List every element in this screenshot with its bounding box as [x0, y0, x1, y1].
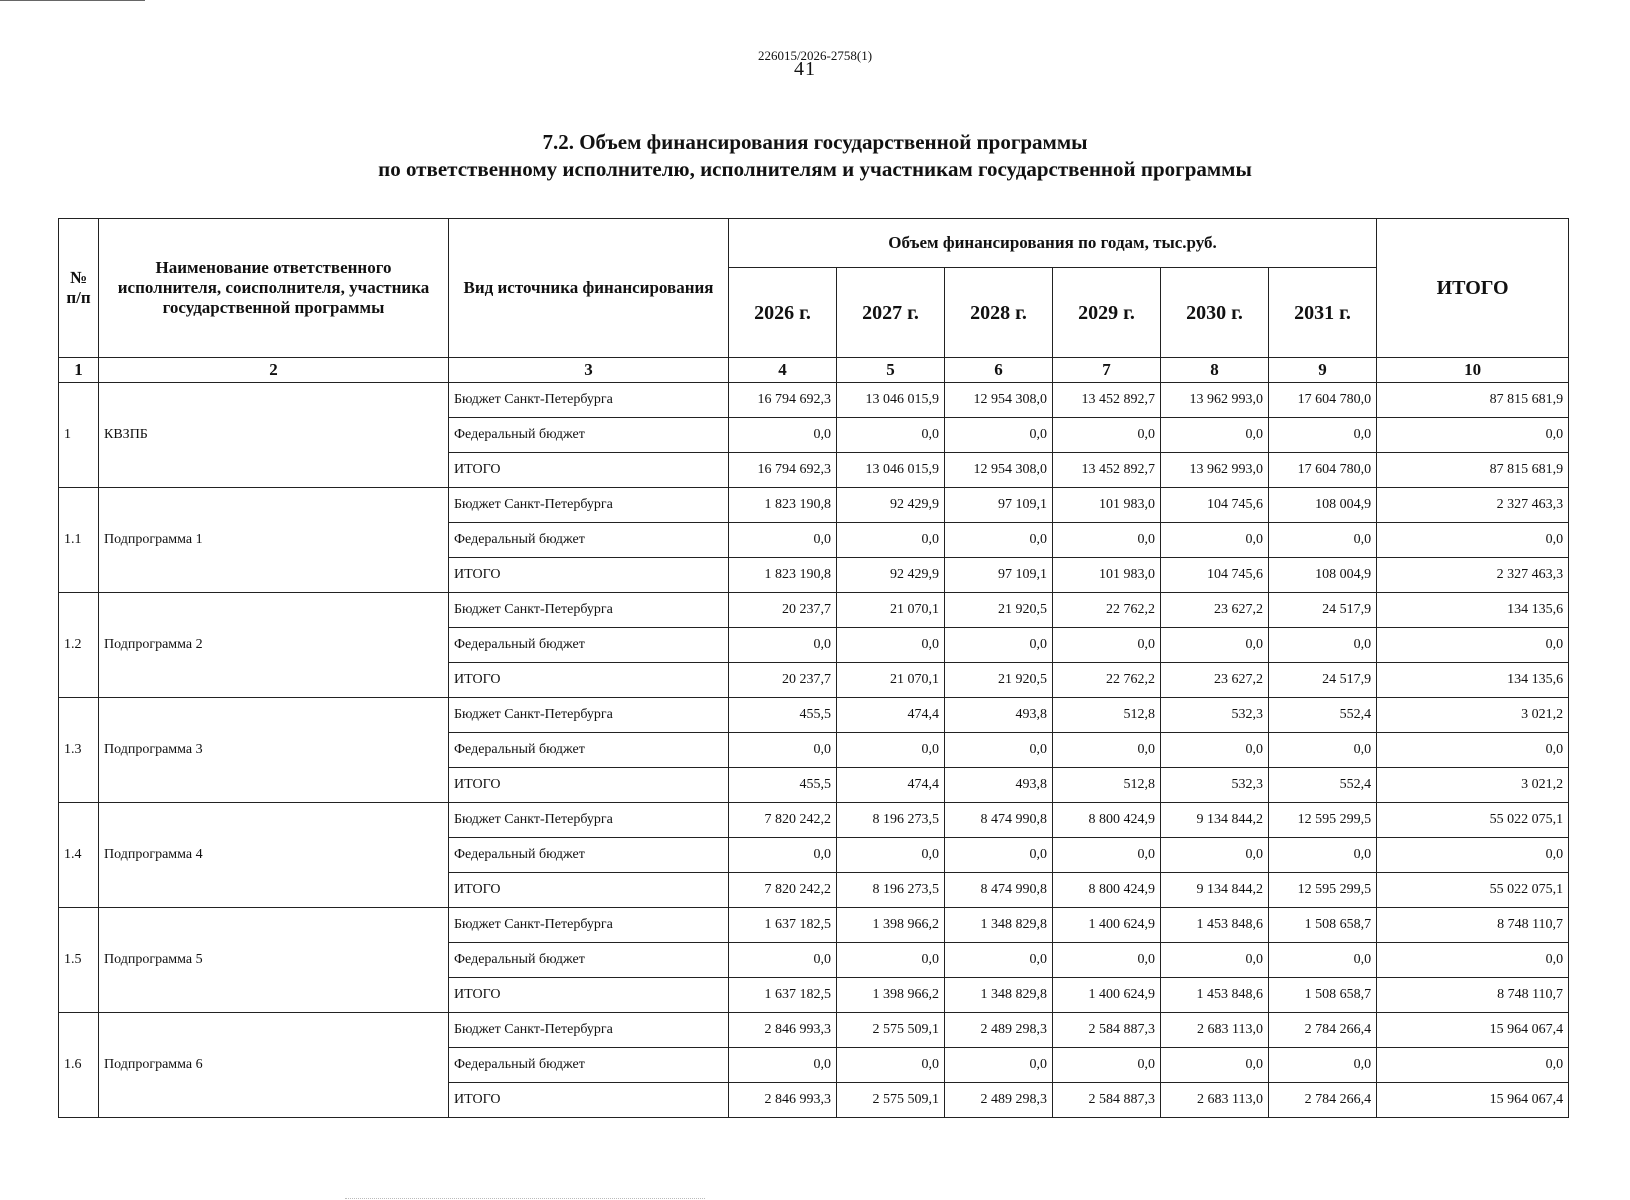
funding-source: Федеральный бюджет	[449, 628, 729, 663]
year-value: 493,8	[945, 768, 1053, 803]
year-value: 0,0	[837, 418, 945, 453]
row-total: 55 022 075,1	[1377, 803, 1569, 838]
funding-source: Федеральный бюджет	[449, 943, 729, 978]
column-number-row	[59, 358, 1569, 383]
year-value: 24 517,9	[1269, 663, 1377, 698]
executor-name: Подпрограмма 3	[99, 698, 449, 803]
table-row	[59, 383, 1569, 418]
year-value: 13 962 993,0	[1161, 383, 1269, 418]
year-value: 0,0	[1161, 733, 1269, 768]
year-value: 0,0	[1269, 733, 1377, 768]
row-total: 3 021,2	[1377, 768, 1569, 803]
column-number: 5	[837, 358, 945, 383]
year-value: 0,0	[1269, 628, 1377, 663]
column-number: 1	[59, 358, 99, 383]
row-total: 134 135,6	[1377, 663, 1569, 698]
row-total: 15 964 067,4	[1377, 1083, 1569, 1118]
year-value: 0,0	[1161, 838, 1269, 873]
row-total: 0,0	[1377, 943, 1569, 978]
year-value: 0,0	[1269, 943, 1377, 978]
year-value: 0,0	[837, 943, 945, 978]
year-value: 0,0	[945, 838, 1053, 873]
year-value: 0,0	[1269, 418, 1377, 453]
funding-source: ИТОГО	[449, 453, 729, 488]
header-year: 2031 г.	[1269, 268, 1377, 358]
row-total: 0,0	[1377, 418, 1569, 453]
row-total: 15 964 067,4	[1377, 1013, 1569, 1048]
funding-source: Бюджет Санкт-Петербурга	[449, 803, 729, 838]
year-value: 0,0	[729, 418, 837, 453]
year-value: 0,0	[1269, 523, 1377, 558]
year-value: 13 452 892,7	[1053, 383, 1161, 418]
year-value: 1 453 848,6	[1161, 908, 1269, 943]
scan-artifact	[345, 1198, 705, 1199]
funding-source: Бюджет Санкт-Петербурга	[449, 908, 729, 943]
column-number: 10	[1377, 358, 1569, 383]
year-value: 8 800 424,9	[1053, 873, 1161, 908]
row-total: 8 748 110,7	[1377, 908, 1569, 943]
year-value: 1 508 658,7	[1269, 978, 1377, 1013]
year-value: 2 784 266,4	[1269, 1083, 1377, 1118]
funding-source: ИТОГО	[449, 1083, 729, 1118]
year-value: 9 134 844,2	[1161, 803, 1269, 838]
header-year: 2029 г.	[1053, 268, 1161, 358]
funding-source: Бюджет Санкт-Петербурга	[449, 383, 729, 418]
funding-source: ИТОГО	[449, 558, 729, 593]
header-col-source: Вид источника финансирования	[449, 219, 729, 358]
row-total: 2 327 463,3	[1377, 558, 1569, 593]
year-value: 21 070,1	[837, 593, 945, 628]
table-row	[59, 908, 1569, 943]
year-value: 2 784 266,4	[1269, 1013, 1377, 1048]
year-value: 8 800 424,9	[1053, 803, 1161, 838]
year-value: 17 604 780,0	[1269, 453, 1377, 488]
year-value: 1 637 182,5	[729, 908, 837, 943]
year-value: 2 575 509,1	[837, 1013, 945, 1048]
year-value: 2 489 298,3	[945, 1013, 1053, 1048]
year-value: 1 398 966,2	[837, 978, 945, 1013]
year-value: 8 196 273,5	[837, 803, 945, 838]
year-value: 23 627,2	[1161, 663, 1269, 698]
funding-source: ИТОГО	[449, 663, 729, 698]
header-col-total: ИТОГО	[1377, 219, 1569, 358]
year-value: 16 794 692,3	[729, 453, 837, 488]
year-value: 13 046 015,9	[837, 383, 945, 418]
year-value: 2 575 509,1	[837, 1083, 945, 1118]
row-number: 1.4	[59, 803, 99, 908]
row-total: 134 135,6	[1377, 593, 1569, 628]
column-number: 7	[1053, 358, 1161, 383]
year-value: 7 820 242,2	[729, 873, 837, 908]
year-value: 0,0	[1161, 943, 1269, 978]
column-number: 2	[99, 358, 449, 383]
year-value: 108 004,9	[1269, 488, 1377, 523]
row-total: 0,0	[1377, 733, 1569, 768]
year-value: 2 683 113,0	[1161, 1013, 1269, 1048]
year-value: 0,0	[1053, 1048, 1161, 1083]
year-value: 20 237,7	[729, 593, 837, 628]
year-value: 0,0	[1269, 838, 1377, 873]
header-col-name: Наименование ответственного исполнителя, соисполнителя, участника государственной программы	[99, 219, 449, 358]
funding-source: Бюджет Санкт-Петербурга	[449, 593, 729, 628]
header-col-no: № п/п	[59, 219, 99, 358]
year-value: 12 954 308,0	[945, 453, 1053, 488]
year-value: 1 453 848,6	[1161, 978, 1269, 1013]
year-value: 1 508 658,7	[1269, 908, 1377, 943]
column-number: 3	[449, 358, 729, 383]
funding-source: Федеральный бюджет	[449, 523, 729, 558]
page-number	[0, 58, 1630, 81]
row-total: 0,0	[1377, 523, 1569, 558]
year-value: 8 196 273,5	[837, 873, 945, 908]
table-row	[59, 593, 1569, 628]
year-value: 12 595 299,5	[1269, 873, 1377, 908]
year-value: 0,0	[729, 733, 837, 768]
year-value: 12 595 299,5	[1269, 803, 1377, 838]
year-value: 0,0	[1161, 523, 1269, 558]
year-value: 1 823 190,8	[729, 558, 837, 593]
row-number: 1.1	[59, 488, 99, 593]
funding-source: Бюджет Санкт-Петербурга	[449, 698, 729, 733]
header-years-group: Объем финансирования по годам, тыс.руб.	[729, 219, 1377, 268]
row-number: 1.3	[59, 698, 99, 803]
header-year: 2028 г.	[945, 268, 1053, 358]
year-value: 2 584 887,3	[1053, 1083, 1161, 1118]
funding-source: Бюджет Санкт-Петербурга	[449, 488, 729, 523]
year-value: 0,0	[945, 733, 1053, 768]
column-number: 6	[945, 358, 1053, 383]
year-value: 0,0	[729, 838, 837, 873]
year-value: 0,0	[945, 418, 1053, 453]
year-value: 0,0	[729, 628, 837, 663]
financing-table	[58, 218, 1569, 1118]
year-value: 0,0	[837, 1048, 945, 1083]
year-value: 0,0	[837, 523, 945, 558]
row-total: 3 021,2	[1377, 698, 1569, 733]
year-value: 21 920,5	[945, 663, 1053, 698]
table-row	[59, 488, 1569, 523]
year-value: 512,8	[1053, 768, 1161, 803]
funding-source: Федеральный бюджет	[449, 1048, 729, 1083]
scan-edge-line	[0, 0, 145, 1]
year-value: 97 109,1	[945, 558, 1053, 593]
year-value: 2 489 298,3	[945, 1083, 1053, 1118]
year-value: 108 004,9	[1269, 558, 1377, 593]
funding-source: ИТОГО	[449, 768, 729, 803]
year-value: 0,0	[837, 838, 945, 873]
header-year: 2027 г.	[837, 268, 945, 358]
page-title-line2: по ответственному исполнителю, исполнителям и участникам государственной программы	[378, 157, 1252, 181]
executor-name: Подпрограмма 2	[99, 593, 449, 698]
year-value: 13 046 015,9	[837, 453, 945, 488]
executor-name: Подпрограмма 6	[99, 1013, 449, 1118]
year-value: 1 823 190,8	[729, 488, 837, 523]
year-value: 0,0	[1053, 838, 1161, 873]
year-value: 12 954 308,0	[945, 383, 1053, 418]
row-total: 55 022 075,1	[1377, 873, 1569, 908]
year-value: 17 604 780,0	[1269, 383, 1377, 418]
funding-source: Федеральный бюджет	[449, 418, 729, 453]
year-value: 512,8	[1053, 698, 1161, 733]
year-value: 23 627,2	[1161, 593, 1269, 628]
year-value: 1 400 624,9	[1053, 978, 1161, 1013]
year-value: 24 517,9	[1269, 593, 1377, 628]
year-value: 0,0	[729, 1048, 837, 1083]
year-value: 21 070,1	[837, 663, 945, 698]
row-number: 1	[59, 383, 99, 488]
year-value: 1 348 829,8	[945, 908, 1053, 943]
year-value: 552,4	[1269, 698, 1377, 733]
column-number: 9	[1269, 358, 1377, 383]
year-value: 1 400 624,9	[1053, 908, 1161, 943]
row-total: 8 748 110,7	[1377, 978, 1569, 1013]
year-value: 22 762,2	[1053, 663, 1161, 698]
row-total: 0,0	[1377, 1048, 1569, 1083]
year-value: 532,3	[1161, 698, 1269, 733]
year-value: 21 920,5	[945, 593, 1053, 628]
year-value: 0,0	[1053, 418, 1161, 453]
year-value: 0,0	[945, 943, 1053, 978]
page-title-line1: 7.2. Объем финансирования государственной программы	[542, 130, 1088, 154]
funding-source: Федеральный бюджет	[449, 733, 729, 768]
year-value: 101 983,0	[1053, 488, 1161, 523]
year-value: 474,4	[837, 698, 945, 733]
funding-source: ИТОГО	[449, 873, 729, 908]
year-value: 92 429,9	[837, 558, 945, 593]
year-value: 2 584 887,3	[1053, 1013, 1161, 1048]
executor-name: Подпрограмма 5	[99, 908, 449, 1013]
row-number: 1.2	[59, 593, 99, 698]
column-number: 4	[729, 358, 837, 383]
row-total: 87 815 681,9	[1377, 453, 1569, 488]
year-value: 0,0	[1161, 418, 1269, 453]
year-value: 1 637 182,5	[729, 978, 837, 1013]
funding-source: ИТОГО	[449, 978, 729, 1013]
year-value: 8 474 990,8	[945, 873, 1053, 908]
year-value: 22 762,2	[1053, 593, 1161, 628]
year-value: 0,0	[729, 523, 837, 558]
table-row	[59, 1013, 1569, 1048]
table-head	[59, 219, 1569, 383]
table-row	[59, 698, 1569, 733]
executor-name: Подпрограмма 1	[99, 488, 449, 593]
year-value: 8 474 990,8	[945, 803, 1053, 838]
row-total: 87 815 681,9	[1377, 383, 1569, 418]
year-value: 552,4	[1269, 768, 1377, 803]
year-value: 0,0	[1053, 628, 1161, 663]
year-value: 0,0	[729, 943, 837, 978]
year-value: 0,0	[945, 1048, 1053, 1083]
year-value: 0,0	[837, 733, 945, 768]
year-value: 0,0	[1053, 943, 1161, 978]
column-number: 8	[1161, 358, 1269, 383]
year-value: 0,0	[1269, 1048, 1377, 1083]
year-value: 455,5	[729, 698, 837, 733]
year-value: 0,0	[1053, 523, 1161, 558]
year-value: 1 398 966,2	[837, 908, 945, 943]
table-row	[59, 803, 1569, 838]
year-value: 97 109,1	[945, 488, 1053, 523]
year-value: 104 745,6	[1161, 558, 1269, 593]
year-value: 20 237,7	[729, 663, 837, 698]
year-value: 493,8	[945, 698, 1053, 733]
year-value: 2 846 993,3	[729, 1083, 837, 1118]
row-total: 0,0	[1377, 838, 1569, 873]
year-value: 0,0	[1053, 733, 1161, 768]
year-value: 0,0	[837, 628, 945, 663]
document-number: 226015/2026-2758(1)	[757, 48, 873, 63]
year-value: 0,0	[1161, 1048, 1269, 1083]
row-total: 0,0	[1377, 628, 1569, 663]
year-value: 2 846 993,3	[729, 1013, 837, 1048]
year-value: 104 745,6	[1161, 488, 1269, 523]
table-body	[59, 383, 1569, 1118]
year-value: 92 429,9	[837, 488, 945, 523]
year-value: 0,0	[945, 628, 1053, 663]
executor-name: КВЗПБ	[99, 383, 449, 488]
year-value: 2 683 113,0	[1161, 1083, 1269, 1118]
year-value: 13 962 993,0	[1161, 453, 1269, 488]
year-value: 0,0	[1161, 628, 1269, 663]
year-value: 0,0	[945, 523, 1053, 558]
year-value: 532,3	[1161, 768, 1269, 803]
year-value: 474,4	[837, 768, 945, 803]
header-year: 2030 г.	[1161, 268, 1269, 358]
funding-source: Бюджет Санкт-Петербурга	[449, 1013, 729, 1048]
year-value: 16 794 692,3	[729, 383, 837, 418]
row-total: 2 327 463,3	[1377, 488, 1569, 523]
row-number: 1.6	[59, 1013, 99, 1118]
year-value: 101 983,0	[1053, 558, 1161, 593]
year-value: 455,5	[729, 768, 837, 803]
page-number-text: 41	[794, 58, 816, 80]
year-value: 13 452 892,7	[1053, 453, 1161, 488]
row-number: 1.5	[59, 908, 99, 1013]
year-value: 1 348 829,8	[945, 978, 1053, 1013]
executor-name: Подпрограмма 4	[99, 803, 449, 908]
year-value: 9 134 844,2	[1161, 873, 1269, 908]
year-value: 7 820 242,2	[729, 803, 837, 838]
funding-source: Федеральный бюджет	[449, 838, 729, 873]
header-year: 2026 г.	[729, 268, 837, 358]
